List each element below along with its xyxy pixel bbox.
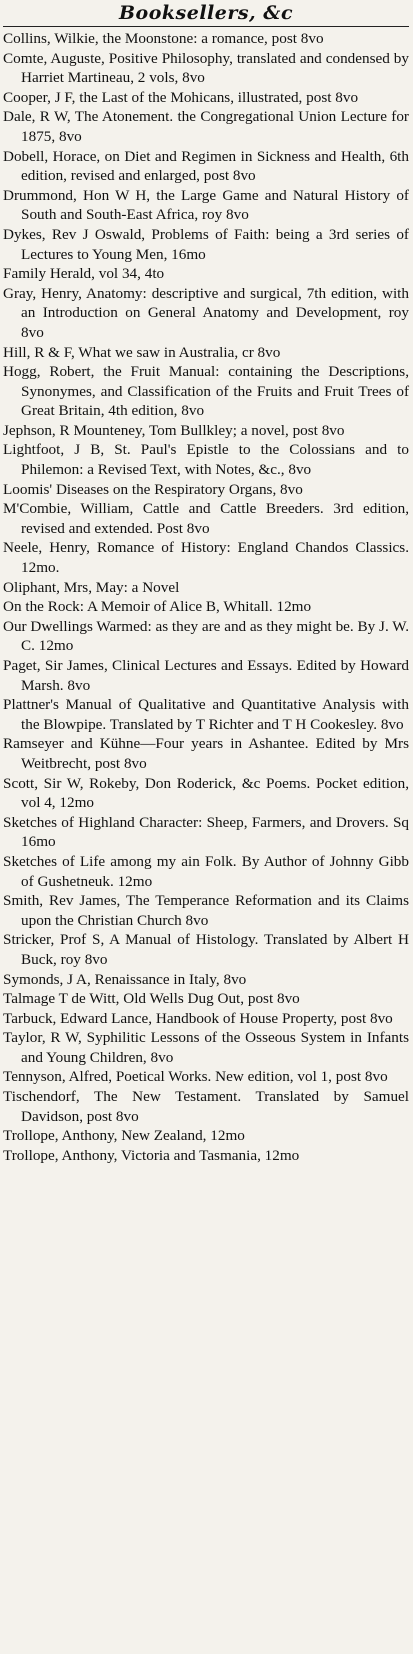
book-entry: Dykes, Rev J Oswald, Problems of Faith: being a 3rd series of Lectures to Young Men, 16mo bbox=[3, 225, 409, 263]
book-entry: Drummond, Hon W H, the Large Game and Natural History of South and South-East Africa, roy 8vo bbox=[3, 186, 409, 224]
book-entry: Tischendorf, The New Testament. Translated by Samuel Davidson, post 8vo bbox=[3, 1088, 409, 1125]
book-entry: Talmage T de Witt, Old Wells Dug Out, post 8vo bbox=[3, 990, 300, 1008]
book-entry: Neele, Henry, Romance of History: England Chandos Classics. 12mo. bbox=[3, 539, 409, 577]
book-entry: On the Rock: A Memoir of Alice B, Whitall. 12mo bbox=[3, 598, 312, 616]
book-entry: Collins, Wilkie, the Moonstone: a romance, post 8vo bbox=[3, 30, 324, 47]
book-entry: Jephson, R Mounteney, Tom Bullkley; a novel, post 8vo bbox=[3, 421, 345, 439]
header-rule bbox=[3, 26, 409, 27]
book-entry: Tarbuck, Edward Lance, Handbook of House Property, post 8vo bbox=[3, 1009, 393, 1027]
entry-list bbox=[3, 29, 409, 1165]
book-entry: Lightfoot, J B, St. Paul's Epistle to the Colossians and to Philemon: a Revised Text, with Notes, &c., 8vo bbox=[3, 441, 409, 479]
book-entry: Cooper, J F, the Last of the Mohicans, illustrated, post 8vo bbox=[3, 88, 359, 106]
book-entry: Symonds, J A, Renaissance in Italy, 8vo bbox=[3, 970, 247, 988]
page-header: Booksellers, &c bbox=[118, 2, 294, 24]
book-entry: Oliphant, Mrs, May: a Novel bbox=[3, 578, 180, 596]
book-entry: Family Herald, vol 34, 4to bbox=[3, 265, 165, 283]
book-entry: Smith, Rev James, The Temperance Reformation and its Claims upon the Christian Church 8vo bbox=[3, 892, 409, 929]
book-entry: Hill, R & F, What we saw in Australia, cr 8vo bbox=[3, 343, 281, 361]
book-entry: Ramseyer and Kühne—Four years in Ashantee. Edited by Mrs Weitbrecht, post 8vo bbox=[3, 735, 409, 772]
book-entry: Sketches of Life among my ain Folk. By Author of Johnny Gibb of Gushetneuk. 12mo bbox=[3, 852, 409, 890]
book-entry: Comte, Auguste, Positive Philosophy, translated and condensed by Harriet Martineau, 2 vols, 8vo bbox=[3, 49, 409, 87]
book-entry: Dale, R W, The Atonement. the Congregational Union Lecture for 1875, 8vo bbox=[3, 108, 409, 145]
book-entry: Dobell, Horace, on Diet and Regimen in Sickness and Health, 6th edition, revised and enlarged, post 8vo bbox=[3, 147, 409, 185]
book-entry: Stricker, Prof S, A Manual of Histology. Translated by Albert H Buck, roy 8vo bbox=[3, 931, 409, 968]
book-entry: Trollope, Anthony, New Zealand, 12mo bbox=[3, 1127, 245, 1145]
book-entry: Taylor, R W, Syphilitic Lessons of the Osseous System in Infants and Young Children, 8vo bbox=[3, 1029, 409, 1066]
book-entry: Gray, Henry, Anatomy: descriptive and surgical, 7th edition, with an Introduction on General Anatomy and Development, roy 8vo bbox=[3, 284, 409, 341]
book-entry: Tennyson, Alfred, Poetical Works. New edition, vol 1, post 8vo bbox=[3, 1068, 388, 1086]
book-entry: Loomis' Diseases on the Respiratory Organs, 8vo bbox=[3, 480, 303, 498]
book-entry: Plattner's Manual of Qualitative and Quantitative Analysis with the Blowpipe. Translated by T Richter and T H Cookesley. 8vo bbox=[3, 696, 409, 733]
book-entry: Trollope, Anthony, Victoria and Tasmania, 12mo bbox=[3, 1146, 300, 1164]
book-entry: Sketches of Highland Character: Sheep, Farmers, and Drovers. Sq 16mo bbox=[3, 813, 409, 851]
book-entry: Scott, Sir W, Rokeby, Don Roderick, &c Poems. Pocket edition, vol 4, 12mo bbox=[3, 774, 409, 812]
book-entry: M'Combie, William, Cattle and Cattle Breeders. 3rd edition, revised and extended. Post 8vo bbox=[3, 500, 409, 537]
book-entry: Our Dwellings Warmed: as they are and as they might be. By J. W. C. 12mo bbox=[3, 617, 409, 655]
book-entry: Hogg, Robert, the Fruit Manual: containing the Descriptions, Synonymes, and Classification of the Fruits and Fruit Trees of Great Britain, 4th edition, 8vo bbox=[3, 363, 409, 420]
book-entry: Paget, Sir James, Clinical Lectures and Essays. Edited by Howard Marsh. 8vo bbox=[3, 657, 409, 694]
